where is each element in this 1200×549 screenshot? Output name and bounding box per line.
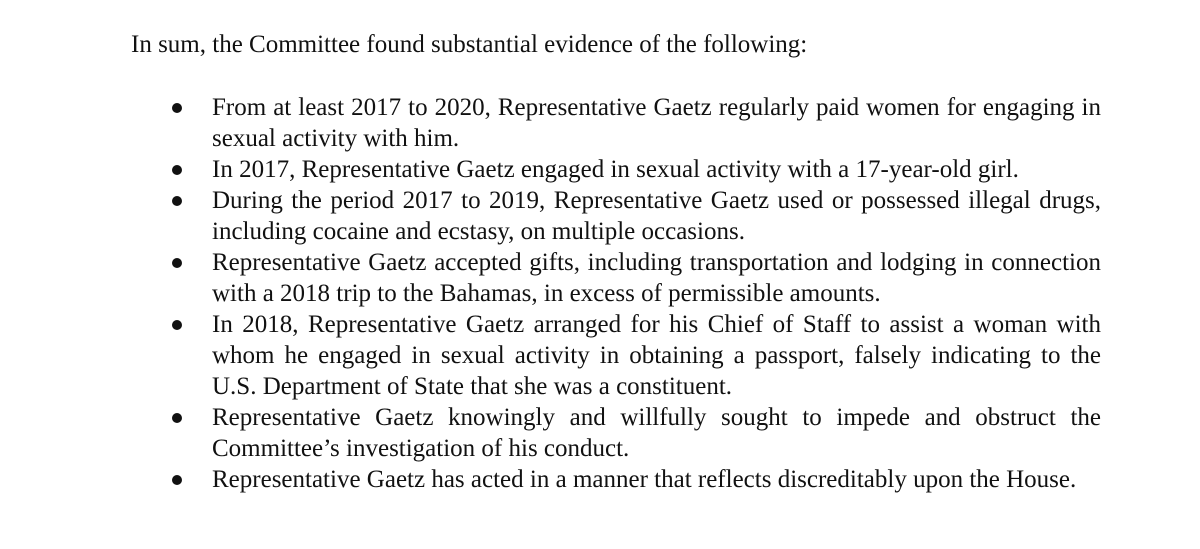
bullet-icon <box>172 475 182 485</box>
findings-list <box>0 92 1200 495</box>
finding-text: Representative Gaetz knowingly and willfully sought to impede and obstruct the Committee’s investigation of his conduct. <box>212 404 1101 462</box>
bullet-icon <box>172 258 182 268</box>
bullet-icon <box>172 165 182 175</box>
finding-text: From at least 2017 to 2020, Representative Gaetz regularly paid women for engaging in sexual activity with him. <box>212 94 1101 152</box>
bullet-icon <box>172 103 182 113</box>
bullet-icon <box>172 413 182 423</box>
finding-item <box>0 402 1200 464</box>
finding-text: In 2018, Representative Gaetz arranged for his Chief of Staff to assist a woman with whom he engaged in sexual activity in obtaining a passport, falsely indicating to the U.S. Department of State that she was a constituent. <box>212 311 1101 400</box>
bullet-icon <box>172 196 182 206</box>
finding-item <box>0 464 1200 495</box>
finding-item <box>0 309 1200 402</box>
finding-item <box>0 185 1200 247</box>
finding-text: Representative Gaetz accepted gifts, including transportation and lodging in connection with a 2018 trip to the Bahamas, in excess of permissible amounts. <box>212 249 1101 307</box>
intro-paragraph: In sum, the Committee found substantial evidence of the following: <box>131 31 808 58</box>
finding-text: In 2017, Representative Gaetz engaged in sexual activity with a 17-year-old girl. <box>212 156 1019 183</box>
finding-text: Representative Gaetz has acted in a manner that reflects discreditably upon the House. <box>212 466 1077 493</box>
finding-text: During the period 2017 to 2019, Representative Gaetz used or possessed illegal drugs, including cocaine and ecstasy, on multiple occasions. <box>212 187 1101 245</box>
bullet-icon <box>172 320 182 330</box>
finding-item <box>0 92 1200 154</box>
finding-item <box>0 154 1200 185</box>
finding-item <box>0 247 1200 309</box>
